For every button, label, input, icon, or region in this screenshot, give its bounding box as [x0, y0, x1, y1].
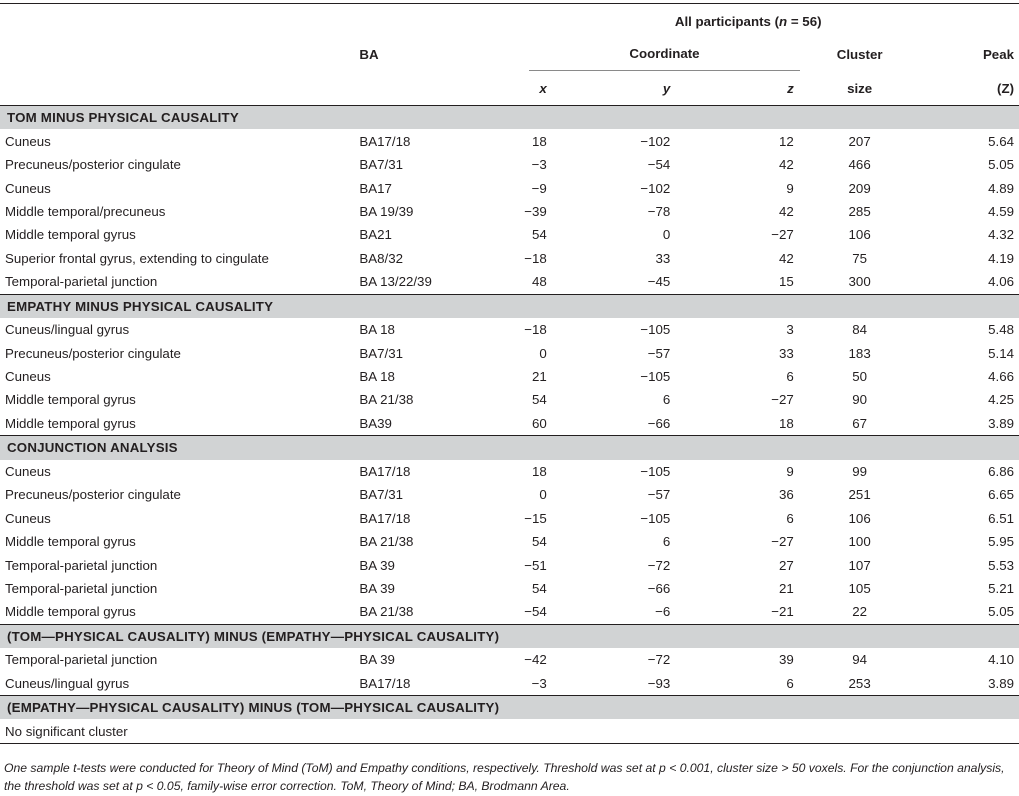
section-title: (TOM—PHYSICAL CAUSALITY) MINUS (EMPATHY—PHYSICAL CAUSALITY) — [0, 624, 1019, 648]
coordinate-label: Coordinate — [529, 38, 800, 71]
region-cell: Middle temporal gyrus — [5, 604, 136, 620]
z-cell: 12 — [778, 133, 794, 149]
table-row — [0, 247, 1019, 270]
ba-cell: BA7/31 — [359, 157, 404, 173]
table-row — [0, 365, 1019, 388]
cluster-size-cell: 207 — [848, 133, 871, 149]
table-row — [0, 200, 1019, 223]
y-cell: −66 — [647, 415, 671, 431]
results-table — [0, 3, 1019, 744]
cluster-size-cell: 209 — [848, 180, 871, 196]
region-cell: Superior frontal gyrus, extending to cingulate — [5, 250, 269, 266]
region-cell: Cuneus — [5, 463, 51, 479]
cluster-size-cell: 75 — [852, 250, 868, 266]
z-cell: 9 — [786, 180, 794, 196]
y-cell — [553, 719, 677, 743]
x-cell: −42 — [524, 652, 547, 668]
ba-cell: BA 21/38 — [359, 604, 414, 620]
table-row — [0, 223, 1019, 246]
section-title: EMPATHY MINUS PHYSICAL CAUSALITY — [0, 294, 1019, 318]
cluster-size-cell: 90 — [852, 392, 868, 408]
ba-cell: BA17/18 — [359, 133, 411, 149]
region-cell: Middle temporal gyrus — [5, 415, 136, 431]
table-row — [0, 483, 1019, 506]
peak-z-cell: 6.86 — [988, 463, 1014, 479]
z-cell: 33 — [778, 345, 794, 361]
cluster-size-cell: 105 — [848, 580, 871, 596]
ba-cell: BA21 — [359, 227, 392, 243]
cluster-size-cell — [800, 719, 905, 743]
z-cell: 39 — [778, 652, 794, 668]
x-cell: −3 — [531, 157, 547, 173]
region-cell: Cuneus/lingual gyrus — [5, 675, 130, 691]
ba-cell: BA17/18 — [359, 510, 411, 526]
z-cell: 15 — [778, 274, 794, 290]
y-cell: −6 — [655, 604, 671, 620]
cluster-size-cell: 106 — [848, 227, 871, 243]
ba-header-empty — [359, 71, 469, 106]
table-row — [0, 460, 1019, 483]
n-value: = 56) — [787, 13, 822, 29]
section-header-row — [0, 294, 1019, 318]
header-row-2 — [0, 38, 1019, 71]
table-row — [0, 553, 1019, 576]
y-cell: 33 — [655, 250, 671, 266]
region-cell: Temporal-parietal junction — [5, 580, 158, 596]
peak-header-line1: Peak — [982, 47, 1014, 62]
z-cell: 6 — [786, 675, 794, 691]
y-cell: −72 — [647, 652, 671, 668]
z-cell: 18 — [778, 415, 794, 431]
y-cell: −57 — [647, 345, 671, 361]
table-row — [0, 577, 1019, 600]
ba-cell: BA39 — [359, 415, 392, 431]
ba-cell: BA 39 — [359, 580, 395, 596]
region-cell: Temporal-parietal junction — [5, 652, 158, 668]
peak-z-cell: 4.19 — [988, 250, 1014, 266]
cluster-size-cell: 22 — [852, 604, 868, 620]
cluster-size-cell: 183 — [848, 345, 871, 361]
z-cell: 6 — [786, 369, 794, 385]
x-cell: 60 — [532, 415, 547, 431]
cluster-size-cell: 94 — [852, 652, 868, 668]
cluster-size-cell: 67 — [852, 415, 868, 431]
peak-z-cell: 5.64 — [988, 133, 1014, 149]
z-cell — [676, 719, 799, 743]
ba-cell: BA 21/38 — [359, 392, 414, 408]
section-header-row — [0, 106, 1019, 130]
z-cell: 42 — [778, 203, 794, 219]
region-cell: Precuneus/posterior cingulate — [5, 157, 181, 173]
peak-z-cell: 5.05 — [988, 157, 1014, 173]
region-cell: Temporal-parietal junction — [5, 274, 158, 290]
y-cell: −54 — [647, 157, 671, 173]
cluster-size-cell: 253 — [848, 675, 871, 691]
table-row — [0, 530, 1019, 553]
peak-z-cell: 3.89 — [988, 415, 1014, 431]
ba-cell: BA17 — [359, 180, 392, 196]
cluster-size-cell: 100 — [848, 534, 871, 550]
region-cell: Temporal-parietal junction — [5, 557, 158, 573]
region-cell: Middle temporal gyrus — [5, 534, 136, 550]
ba-cell: BA 19/39 — [359, 203, 414, 219]
cluster-size-cell: 285 — [848, 203, 871, 219]
region-header — [0, 38, 359, 71]
table-row — [0, 506, 1019, 529]
x-cell: 54 — [532, 227, 547, 243]
table-row — [0, 341, 1019, 364]
region-cell: Cuneus — [5, 510, 51, 526]
peak-z-cell: 5.21 — [988, 580, 1014, 596]
table-row — [0, 672, 1019, 696]
y-cell: −93 — [647, 675, 671, 691]
y-header: y — [553, 71, 677, 106]
cluster-header-line2: size — [800, 71, 905, 106]
x-cell: 54 — [532, 580, 547, 596]
peak-header-line2: (Z) — [904, 71, 1019, 106]
section-title: (EMPATHY—PHYSICAL CAUSALITY) MINUS (TOM—PHYSICAL CAUSALITY) — [0, 695, 1019, 719]
ba-cell — [359, 719, 469, 743]
region-cell: Middle temporal gyrus — [5, 392, 136, 408]
z-cell: 36 — [778, 487, 794, 503]
x-cell: 18 — [532, 463, 547, 479]
section-header-row — [0, 695, 1019, 719]
x-cell: −18 — [524, 250, 547, 266]
cluster-size-cell: 107 — [848, 557, 871, 573]
ba-cell: BA 39 — [359, 652, 395, 668]
section-header-row — [0, 436, 1019, 460]
ba-header: BA — [359, 47, 379, 62]
ba-cell: BA 18 — [359, 369, 395, 385]
peak-z-cell: 5.53 — [988, 557, 1014, 573]
region-cell: Cuneus — [5, 133, 51, 149]
y-cell: −102 — [640, 133, 671, 149]
z-cell: 42 — [778, 250, 794, 266]
table-body — [0, 106, 1019, 744]
region-cell: Middle temporal/precuneus — [5, 203, 166, 219]
z-cell: 21 — [778, 580, 794, 596]
z-cell: 27 — [778, 557, 794, 573]
cluster-size-cell: 466 — [848, 157, 871, 173]
table-row — [0, 176, 1019, 199]
ba-cell: BA17/18 — [359, 675, 411, 691]
z-cell: 9 — [786, 463, 794, 479]
ba-cell: BA 21/38 — [359, 534, 414, 550]
all-participants-text: All participants ( — [674, 13, 780, 29]
x-cell: 0 — [539, 487, 547, 503]
y-cell: 0 — [662, 227, 671, 243]
x-cell: 48 — [532, 274, 547, 290]
cluster-size-cell: 300 — [848, 274, 871, 290]
cluster-size-cell: 50 — [852, 369, 868, 385]
y-cell: −78 — [647, 203, 671, 219]
peak-z-cell: 6.51 — [988, 510, 1014, 526]
peak-z-cell: 6.65 — [988, 487, 1014, 503]
peak-z-cell: 3.89 — [988, 675, 1014, 691]
peak-z-cell: 4.59 — [988, 203, 1014, 219]
header-empty — [0, 4, 359, 39]
y-cell: −72 — [647, 557, 671, 573]
y-cell: −105 — [640, 322, 671, 338]
y-cell: −66 — [647, 580, 671, 596]
y-cell: −45 — [647, 274, 671, 290]
table-footnote: One sample t-tests were conducted for Theory of Mind (ToM) and Empathy conditions, respectively. Threshold was set at p < 0.001, cluster size > 50 voxels. For the conjunction analysis, the threshold was set at p < 0.05, family-wise error correction. ToM, Theory of Mind; BA, Brodmann Area. — [4, 761, 1005, 793]
table-row — [0, 719, 1019, 743]
peak-z-cell — [904, 719, 1019, 743]
x-cell: −9 — [531, 180, 547, 196]
x-cell: 0 — [539, 345, 547, 361]
cluster-header-line1: Cluster — [836, 47, 883, 62]
z-cell: 42 — [778, 157, 794, 173]
table-row — [0, 648, 1019, 671]
cluster-size-cell: 251 — [848, 487, 871, 503]
cluster-size-cell: 99 — [852, 463, 868, 479]
x-cell: −39 — [524, 203, 547, 219]
table-row — [0, 270, 1019, 294]
cluster-size-cell: 106 — [848, 510, 871, 526]
z-cell: −21 — [771, 604, 794, 620]
region-cell: Cuneus/lingual gyrus — [5, 322, 130, 338]
ba-cell: BA 39 — [359, 557, 395, 573]
table-row — [0, 318, 1019, 341]
y-cell: −105 — [640, 369, 671, 385]
y-cell: −57 — [647, 487, 671, 503]
peak-z-cell: 4.32 — [988, 227, 1014, 243]
peak-z-cell: 4.10 — [988, 652, 1014, 668]
region-cell: Cuneus — [5, 369, 51, 385]
z-header: z — [676, 71, 799, 106]
ba-cell: BA7/31 — [359, 345, 404, 361]
coordinate-header — [469, 38, 800, 71]
x-cell: 21 — [532, 369, 547, 385]
ba-cell: BA17/18 — [359, 463, 411, 479]
peak-z-cell: 4.66 — [988, 369, 1014, 385]
n-label: n — [779, 13, 788, 29]
z-cell: −27 — [771, 227, 794, 243]
section-title: CONJUNCTION ANALYSIS — [0, 436, 1019, 460]
x-cell — [469, 719, 553, 743]
region-cell: Cuneus — [5, 180, 51, 196]
x-cell: −54 — [524, 604, 547, 620]
peak-z-cell: 4.06 — [988, 274, 1014, 290]
z-cell: 3 — [786, 322, 794, 338]
header-empty-3 — [0, 71, 359, 106]
x-cell: 18 — [532, 133, 547, 149]
peak-z-cell: 5.14 — [988, 345, 1014, 361]
y-cell: 6 — [662, 534, 671, 550]
region-cell: No significant cluster — [0, 719, 359, 743]
cluster-size-cell: 84 — [852, 322, 868, 338]
ba-cell: BA 18 — [359, 322, 395, 338]
header-row-3 — [0, 71, 1019, 106]
z-cell: −27 — [771, 392, 794, 408]
table-row — [0, 600, 1019, 624]
x-cell: 54 — [532, 392, 547, 408]
table-row — [0, 129, 1019, 152]
section-header-row — [0, 624, 1019, 648]
table-row — [0, 153, 1019, 176]
x-cell: −51 — [524, 557, 547, 573]
peak-z-cell: 5.95 — [988, 534, 1014, 550]
section-title: TOM MINUS PHYSICAL CAUSALITY — [0, 106, 1019, 130]
x-cell: −3 — [531, 675, 547, 691]
y-cell: −105 — [640, 463, 671, 479]
table-row — [0, 412, 1019, 436]
ba-cell: BA 13/22/39 — [359, 274, 432, 290]
region-cell: Middle temporal gyrus — [5, 227, 136, 243]
header-row-1 — [0, 4, 1019, 39]
region-cell: Precuneus/posterior cingulate — [5, 487, 181, 503]
peak-z-cell: 5.48 — [988, 322, 1014, 338]
peak-z-cell: 4.89 — [988, 180, 1014, 196]
z-cell: 6 — [786, 510, 794, 526]
x-cell: −18 — [524, 322, 547, 338]
table-row — [0, 388, 1019, 411]
peak-z-cell: 5.05 — [988, 604, 1014, 620]
ba-cell: BA7/31 — [359, 487, 404, 503]
peak-z-cell: 4.25 — [988, 392, 1014, 408]
all-participants-heading — [359, 4, 1019, 39]
y-cell: −102 — [640, 180, 671, 196]
z-cell: −27 — [771, 534, 794, 550]
x-cell: −15 — [524, 510, 547, 526]
x-cell: 54 — [532, 534, 547, 550]
y-cell: 6 — [662, 392, 671, 408]
region-cell: Precuneus/posterior cingulate — [5, 345, 181, 361]
table-header — [0, 4, 1019, 106]
y-cell: −105 — [640, 510, 671, 526]
x-header: x — [469, 71, 553, 106]
ba-cell: BA8/32 — [359, 250, 404, 266]
